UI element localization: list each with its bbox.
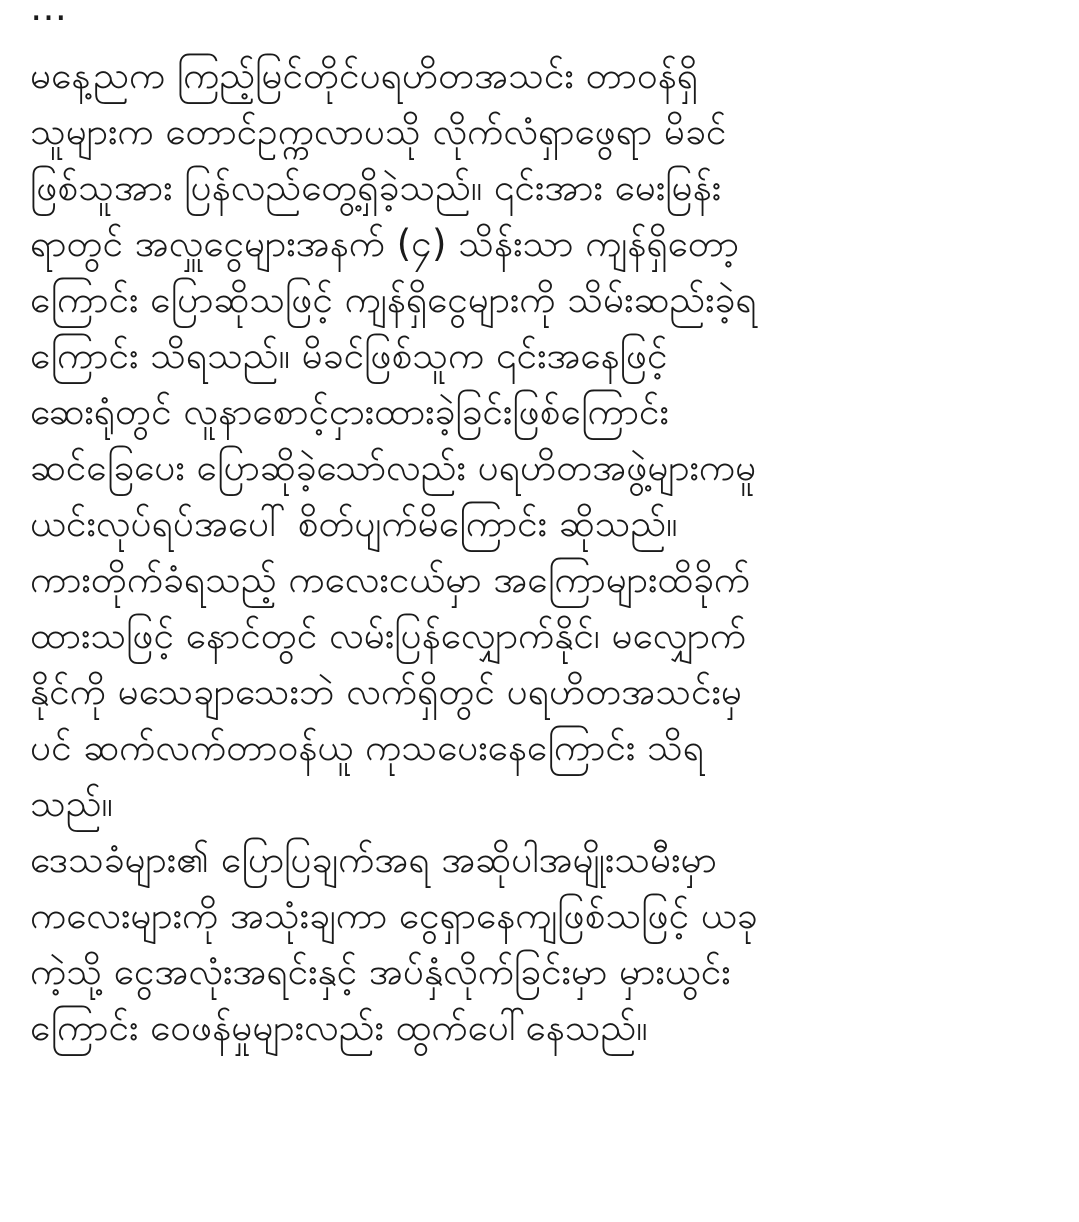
text-line: နိုင်ကို မသေချာသေးဘဲ လက်ရှိတွင် ပရဟိတအသင်းမှ (30, 670, 743, 713)
text-line: ရာတွင် အလှူငွေများအနက် (၄) သိန်းသာ ကျန်ရှိတော့ (30, 222, 739, 265)
text-line: ယင်းလုပ်ရပ်အပေါ် စိတ်ပျက်မိကြောင်း ဆိုသည်။ (30, 502, 678, 545)
paragraph-gap (30, 20, 1050, 48)
paragraph-1 (30, 48, 1050, 832)
text-line: ဒေသခံများ၏ ပြောပြချက်အရ အဆိုပါအမျိုးသမီးမှာ (30, 838, 717, 881)
paragraph-2 (30, 832, 1050, 1056)
text-line: ဖြစ်သူအား ပြန်လည်တွေ့ရှိခဲ့သည်။ ၎င်းအား မေးမြန်း (30, 166, 722, 209)
text-line: ဆင်ခြေပေး ပြောဆိုခဲ့သော်လည်း ပရဟိတအဖွဲ့များကမူ (30, 446, 757, 489)
text-line: မနေ့ညက ကြည့်မြင်တိုင်ပရဟိတအသင်း တာဝန်ရှိ (30, 54, 698, 97)
text-line: ကားတိုက်ခံရသည့် ကလေးငယ်မှာ အကြောများထိခိုက် (30, 558, 751, 601)
text-line: သူများက တောင်ဥက္ကလာပသို လိုက်လံရှာဖွေရာ မိခင် (30, 110, 727, 153)
text-line: ကြောင်း သိရသည်။ မိခင်ဖြစ်သူက ၎င်းအနေဖြင့် (30, 334, 668, 377)
text-line: ထားသဖြင့် နောင်တွင် လမ်းပြန်လျှောက်နိုင်၊ မလျှောက် (30, 614, 747, 657)
text-line: ပင် ဆက်လက်တာဝန်ယူ ကုသပေးနေကြောင်း သိရ (30, 726, 705, 769)
text-line: ကြောင်း ပြောဆိုသဖြင့် ကျန်ရှိငွေများကို သိမ်းဆည်းခဲ့ရ (30, 278, 757, 321)
text-line: ကဲ့သို့ ငွေအလုံးအရင်းနှင့် အပ်နှံလိုက်ခြင်းမှာ မှားယွင်း (30, 950, 731, 993)
clipped-top-line (30, 0, 1050, 20)
text-line: ကြောင်း ဝေဖန်မှုများလည်း ထွက်ပေါ်နေသည်။ (30, 1006, 648, 1049)
text-line: သည်။ (30, 782, 113, 825)
article-body (30, 0, 1050, 1056)
text-line: ဆေးရုံတွင် လူနာစောင့်ငှားထားခဲ့ခြင်းဖြစ်ကြောင်း (30, 390, 669, 433)
text-line: ကလေးများကို အသုံးချကာ ငွေရှာနေကျဖြစ်သဖြင့် ယခု (30, 894, 758, 937)
